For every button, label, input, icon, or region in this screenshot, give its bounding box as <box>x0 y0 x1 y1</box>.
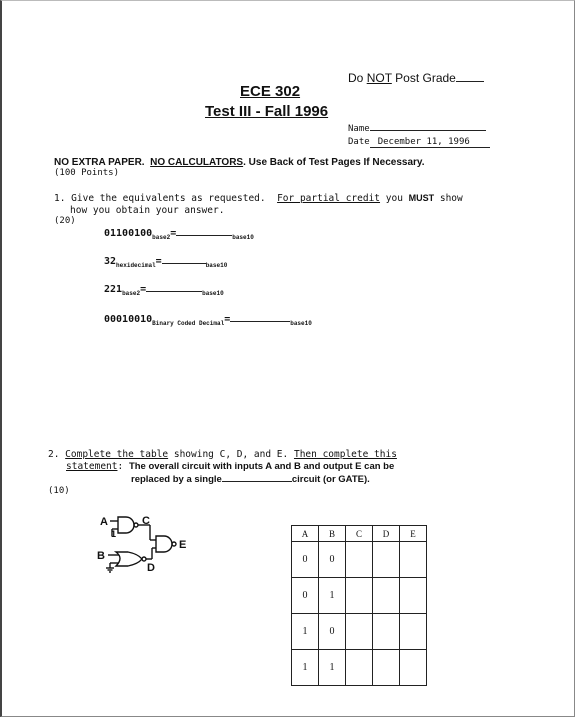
q1-item-to-base: base10 <box>232 234 254 241</box>
label-b: B <box>97 550 105 562</box>
q1-item-value: 00010010 <box>104 314 153 325</box>
label-e: E <box>179 539 187 551</box>
q1-partial-credit: For partial credit <box>277 193 381 204</box>
q1-item-1 <box>104 228 254 241</box>
answer-blank[interactable] <box>162 263 206 264</box>
q2-points: (10) <box>48 486 70 496</box>
cell-b: 0 <box>319 542 346 578</box>
cell-b: 1 <box>319 650 346 686</box>
q2-line3 <box>131 474 370 485</box>
answer-blank[interactable] <box>230 321 290 322</box>
q1-item-from-base: Binary Coded Decimal <box>152 320 225 327</box>
q2-overall-circuit: The overall circuit with inputs A and B and output E can be <box>128 461 395 472</box>
label-a: A <box>100 516 108 528</box>
cell-c[interactable] <box>346 578 373 614</box>
q1-must: MUST <box>408 193 435 203</box>
q2-colon: : <box>117 461 129 472</box>
q1-item-equals: = <box>140 284 147 295</box>
nor-gate <box>116 552 142 566</box>
q1-item-to-base: base10 <box>290 320 312 327</box>
table-row <box>292 542 427 578</box>
cell-a: 1 <box>292 650 319 686</box>
q1-item-from-base: base2 <box>122 290 141 297</box>
cell-a: 0 <box>292 578 319 614</box>
no-extra-paper: NO EXTRA PAPER. <box>54 157 145 168</box>
name-label: Name <box>348 124 370 134</box>
nand-gate-1 <box>118 517 134 533</box>
q2-circuit-or-gate: circuit (or GATE). <box>291 474 370 485</box>
header-c: C <box>346 526 373 542</box>
date-label: Date <box>348 137 370 147</box>
q2-line2 <box>66 461 394 472</box>
truth-table-header-row <box>292 526 427 542</box>
cell-d[interactable] <box>373 542 400 578</box>
q1-you: you <box>380 193 409 204</box>
date-line <box>348 137 490 148</box>
do-not-post-suffix: Post Grade <box>391 71 456 85</box>
q1-item-value: 32 <box>104 256 117 267</box>
cell-d[interactable] <box>373 578 400 614</box>
truth-table <box>291 525 427 686</box>
q1-item-2 <box>104 256 227 269</box>
gate-answer-blank[interactable] <box>222 481 292 482</box>
cell-d[interactable] <box>373 650 400 686</box>
cell-c[interactable] <box>346 650 373 686</box>
q1-item-value: 01100100 <box>104 228 153 239</box>
q2-number: 2. <box>48 449 66 460</box>
nand-gate-2 <box>156 536 172 552</box>
table-row <box>292 578 427 614</box>
cell-a: 1 <box>292 614 319 650</box>
cell-c[interactable] <box>346 542 373 578</box>
instructions <box>54 157 425 168</box>
use-back-note: . Use Back of Test Pages If Necessary. <box>243 157 425 168</box>
q1-item-3 <box>104 284 224 297</box>
q1-item-equals: = <box>155 256 162 267</box>
answer-blank[interactable] <box>146 291 202 292</box>
q1-show: show <box>434 193 463 204</box>
q2-replaced-by: replaced by a single <box>131 474 222 485</box>
do-not-post-prefix: Do <box>348 71 367 85</box>
cell-e[interactable] <box>400 578 427 614</box>
label-d: D <box>147 562 155 574</box>
q1-item-4 <box>104 314 312 327</box>
logic-circuit-diagram <box>90 508 220 588</box>
header-e: E <box>400 526 427 542</box>
q1-item-value: 221 <box>104 284 123 295</box>
q1-item-equals: = <box>224 314 231 325</box>
cell-b: 0 <box>319 614 346 650</box>
name-line <box>348 124 486 134</box>
course-title: ECE 302 <box>240 83 301 100</box>
header-a: A <box>292 526 319 542</box>
q1-prompt: 1. Give the equivalents as requested. <box>54 193 266 204</box>
cell-b: 1 <box>319 578 346 614</box>
grade-blank <box>456 81 484 82</box>
no-calculators: NO CALCULATORS <box>150 157 244 168</box>
cell-d[interactable] <box>373 614 400 650</box>
cell-e[interactable] <box>400 650 427 686</box>
q1-item-from-base: base2 <box>152 234 171 241</box>
total-points: (100 Points) <box>54 168 120 178</box>
q1-points: (20) <box>54 216 76 226</box>
answer-blank[interactable] <box>176 235 232 236</box>
cell-e[interactable] <box>400 614 427 650</box>
table-row <box>292 614 427 650</box>
q1-item-equals: = <box>170 228 177 239</box>
q1-item-to-base: base10 <box>202 290 224 297</box>
name-blank[interactable] <box>370 130 486 131</box>
q2-showing: showing C, D, and E. <box>168 449 294 460</box>
q2-complete-table: Complete the table <box>65 449 169 460</box>
header-b: B <box>319 526 346 542</box>
label-c: C <box>142 515 150 527</box>
test-title: Test III - Fall 1996 <box>205 103 329 120</box>
q1-line2: how you obtain your answer. <box>70 205 225 216</box>
cell-a: 0 <box>292 542 319 578</box>
header-d: D <box>373 526 400 542</box>
q1-item-from-base: hexidecimal <box>116 262 156 269</box>
q2-line1 <box>48 449 397 460</box>
date-value: December 11, 1996 <box>370 137 490 148</box>
cell-c[interactable] <box>346 614 373 650</box>
table-row <box>292 650 427 686</box>
q2-statement: statement <box>66 461 118 472</box>
cell-e[interactable] <box>400 542 427 578</box>
do-not-post-not: NOT <box>366 71 392 85</box>
label-one: 1 <box>111 529 117 539</box>
q2-then-complete: Then complete this <box>293 449 397 460</box>
q1-line1 <box>54 193 463 204</box>
do-not-post-grade <box>348 71 484 85</box>
q1-item-to-base: base10 <box>205 262 228 269</box>
